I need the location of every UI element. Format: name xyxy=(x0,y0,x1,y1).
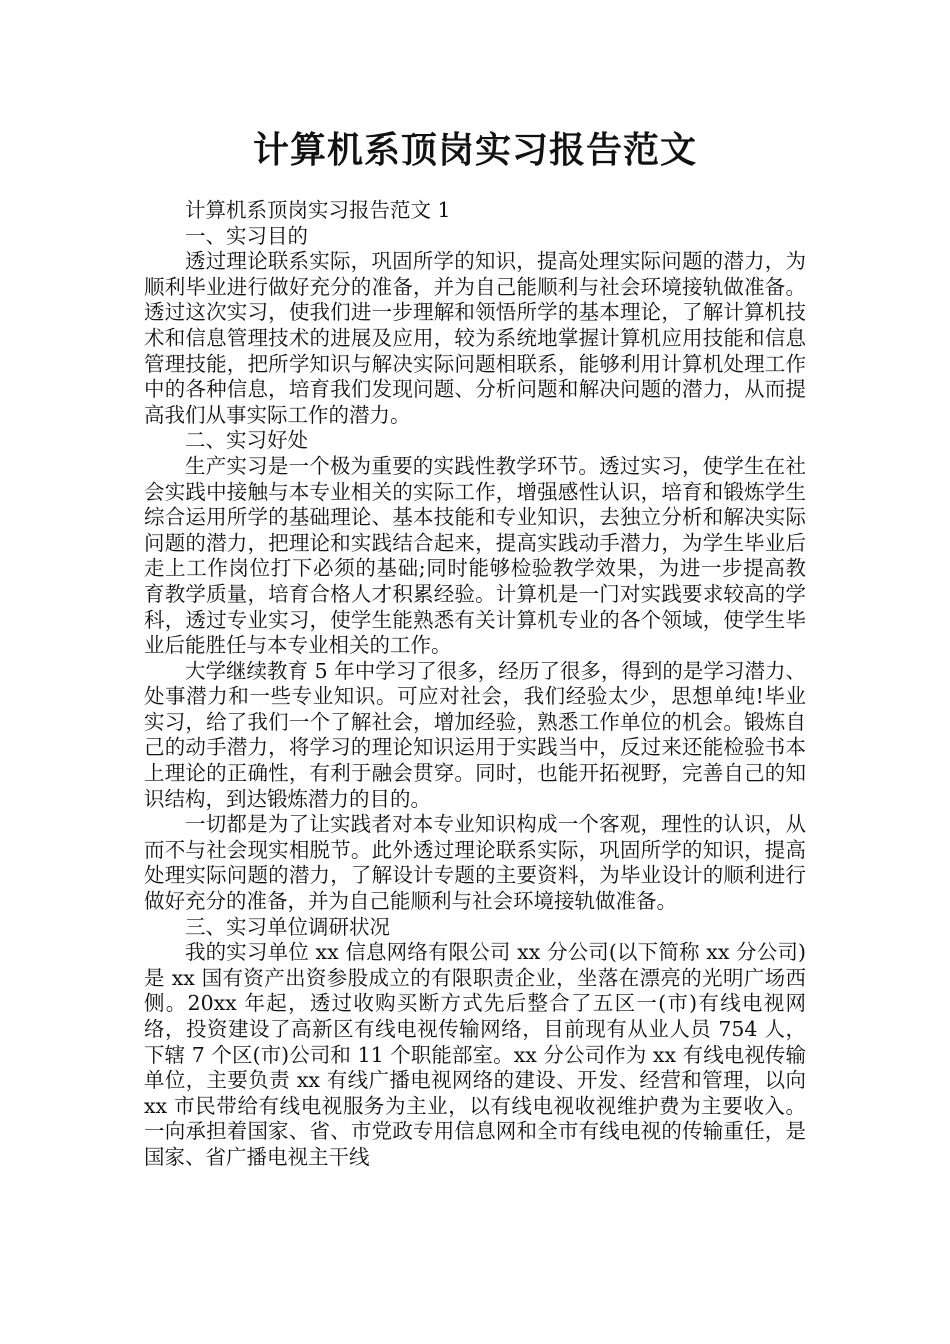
body-paragraph: 大学继续教育 5 年中学习了很多，经历了很多，得到的是学习潜力、处事潜力和一些专业知识。可应对社会，我们经验太少，思想单纯!毕业实习，给了我们一个了解社会，增加经验，熟悉工作单位的机会。锻炼自己的动手潜力，将学习的理论知识运用于实践当中，反过来还能检验书本上理论的正确性，有利于融会贯穿。同时，也能开拓视野，完善自己的知识结构，到达锻炼潜力的目的。 xyxy=(144,658,806,811)
document-title: 计算机系顶岗实习报告范文 xyxy=(252,130,697,171)
document-body xyxy=(144,198,806,1171)
body-paragraph: 我的实习单位 xx 信息网络有限公司 xx 分公司(以下简称 xx 分公司)是 xx 国有资产出资参股成立的有限职责企业，坐落在漂亮的光明广场西侧。20xx 年起，透过收购买断方式先后整合了五区一(市)有线电视网络，投资建设了高新区有线电视传输网络，目前现有从业人员 754 人，下辖 7 个区(市)公司和 11 个职能部室。xx 分公司作为 xx 有线电视传输单位，主要负责 xx 有线广播电视网络的建设、开发、经营和管理，以向 xx 市民带给有线电视服务为主业，以有线电视收视维护费为主要收入。一向承担着国家、省、市党政专用信息网和全市有线电视的传输重任，是国家、省广播电视主干线 xyxy=(144,940,806,1169)
body-paragraph: 生产实习是一个极为重要的实践性教学环节。透过实习，使学生在社会实践中接触与本专业相关的实际工作，增强感性认识，培育和锻炼学生综合运用所学的基础理论、基本技能和专业知识，去独立分析和解决实际问题的潜力，把理论和实践结合起来，提高实践动手潜力，为学生毕业后走上工作岗位打下必须的基础;同时能够检验教学效果，为进一步提高教育教学质量，培育合格人才积累经验。计算机是一门对实践要求较高的学科，透过专业实习，使学生能熟悉有关计算机专业的各个领域，使学生毕业后能胜任与本专业相关的工作。 xyxy=(144,453,806,658)
body-paragraph: 透过理论联系实际，巩固所学的知识，提高处理实际问题的潜力，为顺利毕业进行做好充分的准备，并为自己能顺利与社会环境接轨做准备。透过这次实习，使我们进一步理解和领悟所学的基本理论，了解计算机技术和信息管理技术的进展及应用，较为系统地掌握计算机应用技能和信息管理技能，把所学知识与解决实际问题相联系，能够利用计算机处理工作中的各种信息，培育我们发现问题、分析问题和解决问题的潜力，从而提高我们从事实际工作的潜力。 xyxy=(144,249,806,427)
section-heading-benefits: 二、实习好处 xyxy=(185,428,308,453)
section-heading-survey: 三、实习单位调研状况 xyxy=(185,914,390,939)
body-paragraph: 一切都是为了让实践者对本专业知识构成一个客观，理性的认识，从而不与社会现实相脱节。此外透过理论联系实际，巩固所学的知识，提高处理实际问题的潜力，了解设计专题的主要资料，为毕业设计的顺利进行做好充分的准备，并为自己能顺利与社会环境接轨做准备。 xyxy=(144,812,806,914)
section-heading-purpose: 一、实习目的 xyxy=(185,223,308,248)
subtitle-line: 计算机系顶岗实习报告范文 1 xyxy=(185,198,451,222)
